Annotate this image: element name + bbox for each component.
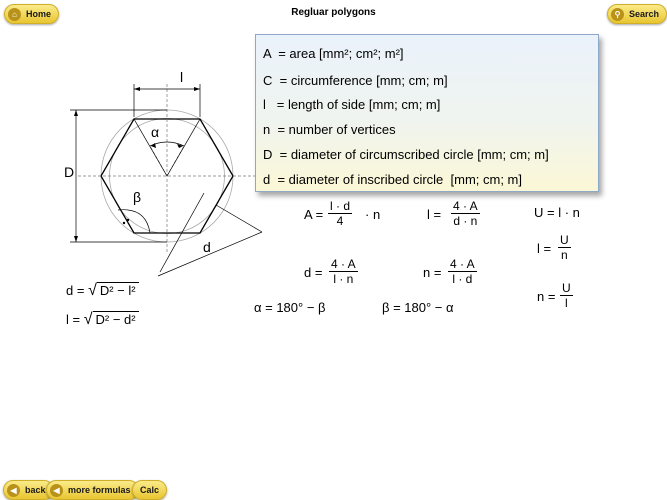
legend-row-side: l = length of side [mm; cm; m] <box>263 97 441 112</box>
formula-area-fraction: $\frac{l \cdot d}{4}$ <box>330 199 351 228</box>
back-arrow-icon: ◀ <box>7 484 20 497</box>
search-button[interactable] <box>607 4 667 24</box>
formula-d-sqrt: d = √ D² − l² <box>66 282 139 300</box>
formula-side-u-lhs: l = <box>537 241 552 256</box>
calc-label: Calc <box>140 485 160 495</box>
formula-n-area-lhs: n = <box>423 265 442 280</box>
formula-alpha: α = 180° − β <box>254 300 326 315</box>
label-d: d <box>203 239 211 255</box>
formula-n-u-lhs: n = <box>537 289 556 304</box>
formula-area-tail: · n <box>365 207 381 222</box>
legend-row-area: A = area [mm²; cm²; m²] <box>263 46 404 61</box>
back-arrow-icon: ◀ <box>50 484 63 497</box>
back-label: back <box>25 485 46 495</box>
label-l: l <box>180 69 184 85</box>
search-label: Search <box>629 9 660 19</box>
calc-button[interactable] <box>132 480 167 500</box>
legend-box <box>255 34 599 192</box>
formula-side-area-lhs: l = <box>427 207 442 222</box>
legend-row-circumference: C = circumference [mm; cm; m] <box>263 73 448 88</box>
home-label: Home <box>26 9 52 19</box>
formula-n-u-fraction: $\frac{U}{l}$ <box>562 281 571 310</box>
formula-l-sqrt: l = √ D² − d² <box>66 311 139 329</box>
formula-side-area-fraction: $\frac{4 \cdot A}{d \cdot n}$ <box>453 199 478 228</box>
legend-row-vertices: n = number of vertices <box>263 122 396 137</box>
more-formulas-label: more formulas <box>68 485 131 495</box>
formula-beta: β = 180° − α <box>382 300 454 315</box>
formula-n-area-fraction: $\frac{4 \cdot A}{l \cdot d}$ <box>450 257 475 286</box>
formula-d-area-lhs: d = <box>304 265 323 280</box>
page-title: Regluar polygons <box>291 7 376 18</box>
legend-row-inscribed: d = diameter of inscribed circle [mm; cm; m] <box>263 172 522 187</box>
polygon-diagram <box>0 62 265 292</box>
label-beta: β <box>133 189 142 205</box>
formula-area-lhs: A = <box>304 207 324 222</box>
legend-row-circumscribed: D = diameter of circumscribed circle [mm; cm; m] <box>263 147 549 162</box>
home-icon: ⌂ <box>8 8 21 21</box>
formula-side-u-fraction: $\frac{U}{n}$ <box>560 233 569 262</box>
label-D: D <box>64 164 75 180</box>
more-formulas-button[interactable] <box>46 480 139 500</box>
formula-circumference: U = l · n <box>534 205 580 220</box>
formula-d-area-fraction: $\frac{4 \cdot A}{l \cdot n}$ <box>331 257 356 286</box>
search-icon: ⚲ <box>611 8 624 21</box>
label-alpha: α <box>151 124 160 140</box>
